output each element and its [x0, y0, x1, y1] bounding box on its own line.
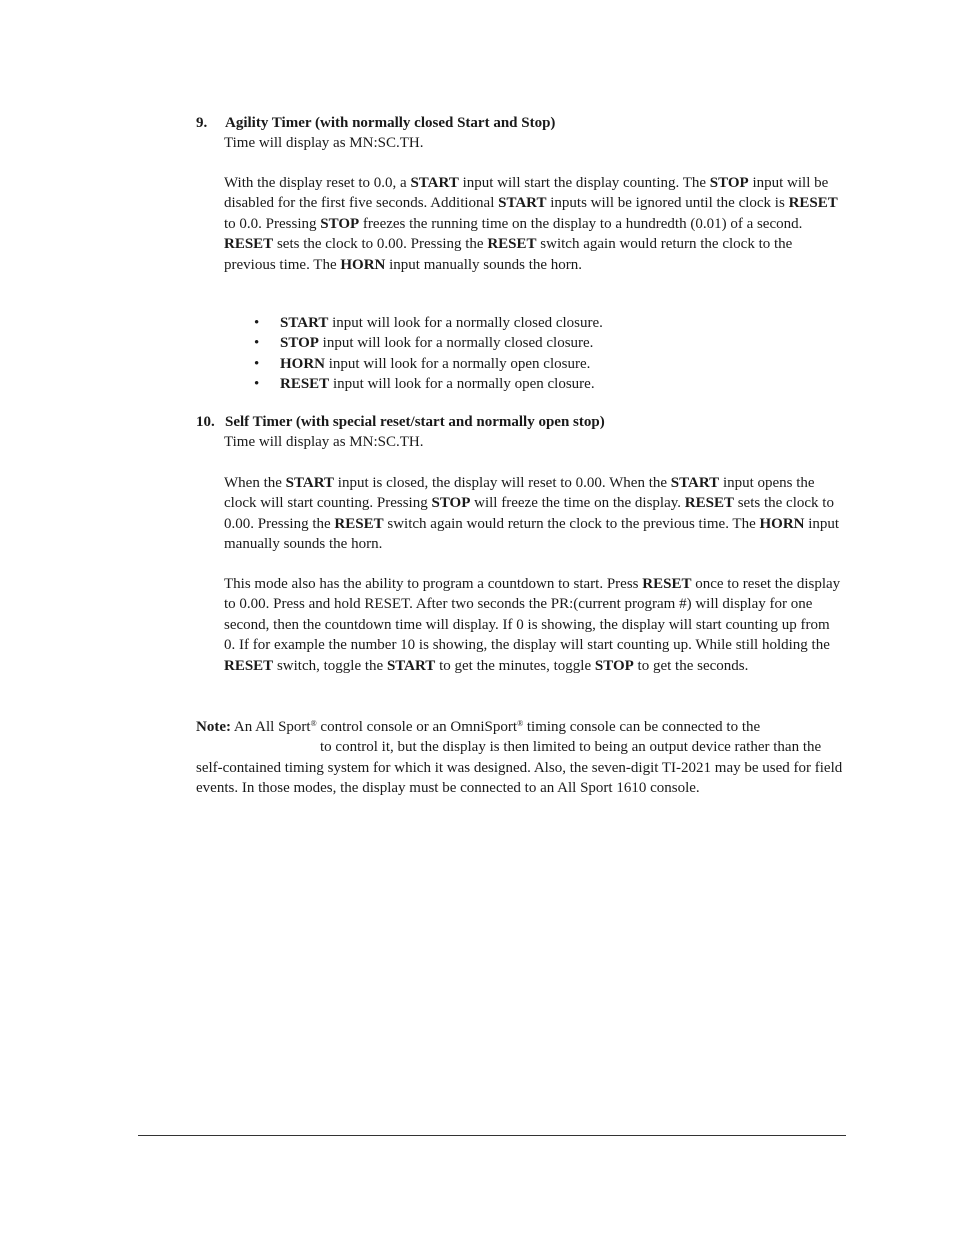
list-item: • START input will look for a normally closed closure.: [224, 313, 824, 333]
section-number: 10.: [196, 414, 215, 430]
bullet-icon: •: [254, 376, 260, 393]
section-10-display-line: Time will display as MN:SC.TH.: [224, 434, 424, 450]
bullet-icon: •: [254, 355, 260, 372]
section-10-heading: [196, 412, 856, 432]
section-9-paragraph: With the display reset to 0.0, a START input will start the display counting. The STOP input will be disabled for the first five seconds. Additional START inputs will be ignored until the clock is RESET to 0.0. Pressing STOP freezes the running time on the display to a hundredth (0.01) of a second. RESET sets the clock to 0.00. Pressing the RESET switch again would return the clock to the previous time. The HORN input manually sounds the horn.: [224, 175, 838, 273]
list-item: • HORN input will look for a normally open closure.: [224, 354, 824, 374]
list-item: • RESET input will look for a normally open closure.: [224, 374, 824, 394]
note-label: Note:: [196, 719, 231, 735]
section-9-bullet-list: [224, 313, 824, 395]
section-9-heading: [196, 113, 856, 133]
bullet-icon: •: [254, 335, 260, 352]
section-10-paragraph-1: When the START input is closed, the display will reset to 0.00. When the START input opens the clock will start counting. Pressing STOP will freeze the time on the display. RESET sets the clock to 0.00. Pressing the RESET switch again would return the clock to the previous time. The HORN input manually sounds the horn.: [224, 475, 840, 553]
section-title: Self Timer (with special reset/start and normally open stop): [225, 414, 605, 430]
note-paragraph: Note: An All Sport® control console or an OmniSport® timing console can be connected to the to control it, but the display is then limited to being an output device rather than the self-contained timing system for which it was designed. Also, the seven-digit TI-2021 may be used for field events. In those modes, the display must be connected to an All Sport 1610 console.: [196, 719, 843, 797]
list-item: • STOP input will look for a normally closed closure.: [224, 333, 824, 353]
section-10-paragraph-2: This mode also has the ability to program a countdown to start. Press RESET once to reset the display to 0.00. Press and hold RESET. After two seconds the PR:(current program #) will display for one second, then the countdown time will display. If 0 is showing, the display will start counting up from 0. If for example the number 10 is showing, the display will start counting up. While still holding the RESET switch, toggle the START to get the minutes, toggle STOP to get the seconds.: [224, 576, 841, 674]
section-title: Agility Timer (with normally closed Start and Stop): [225, 115, 556, 131]
footer-divider: [138, 1135, 846, 1136]
bullet-icon: •: [254, 315, 260, 331]
section-number: 9.: [196, 115, 208, 131]
section-9-display-line: Time will display as MN:SC.TH.: [224, 135, 424, 151]
